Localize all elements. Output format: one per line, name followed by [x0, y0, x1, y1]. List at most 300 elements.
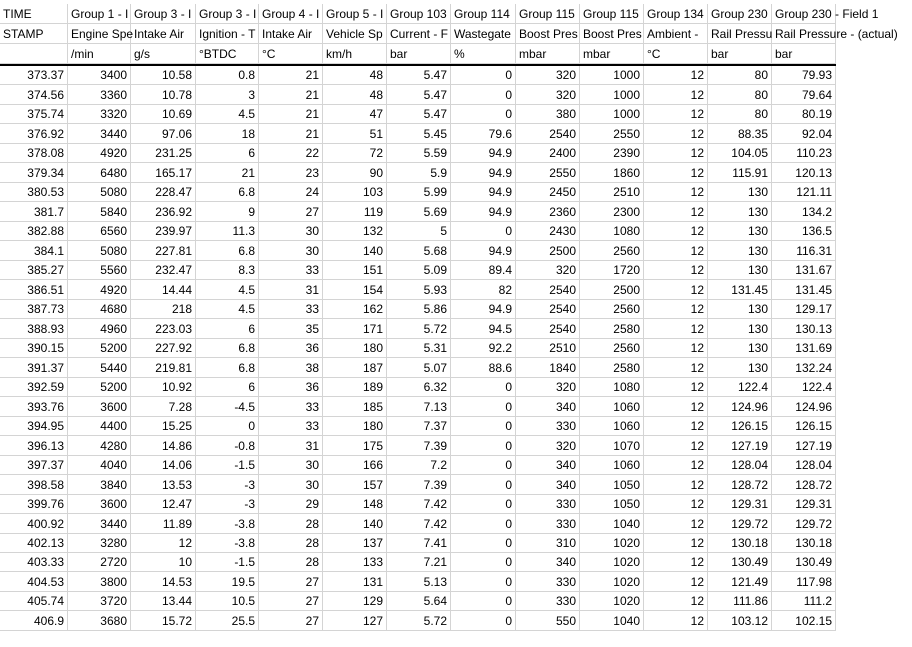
data-cell[interactable]: 12: [644, 66, 708, 85]
data-cell[interactable]: 110.23: [772, 144, 836, 163]
data-cell[interactable]: 21: [259, 85, 323, 105]
data-cell[interactable]: 131.45: [772, 280, 836, 300]
data-cell[interactable]: 380: [516, 105, 580, 124]
header-cell[interactable]: /min: [68, 44, 131, 64]
data-cell[interactable]: 3: [196, 85, 259, 105]
data-cell[interactable]: 0: [451, 66, 516, 85]
data-cell[interactable]: 12: [644, 105, 708, 124]
data-cell[interactable]: 8.3: [196, 261, 259, 280]
data-cell[interactable]: 30: [259, 475, 323, 495]
header-cell[interactable]: Group 5 - I: [323, 4, 387, 24]
data-cell[interactable]: 14.06: [131, 456, 196, 475]
data-cell[interactable]: 0: [451, 85, 516, 105]
header-cell[interactable]: Intake Air: [259, 24, 323, 44]
data-cell[interactable]: 2560: [580, 339, 644, 358]
data-cell[interactable]: 136.5: [772, 222, 836, 241]
data-cell[interactable]: 103.12: [708, 611, 772, 631]
data-cell[interactable]: 2360: [516, 202, 580, 222]
data-cell[interactable]: 0: [451, 534, 516, 553]
data-cell[interactable]: 6: [196, 144, 259, 163]
data-cell[interactable]: 22: [259, 144, 323, 163]
data-cell[interactable]: 398.58: [0, 475, 68, 495]
data-cell[interactable]: 82: [451, 280, 516, 300]
data-cell[interactable]: 1000: [580, 66, 644, 85]
data-cell[interactable]: 29: [259, 495, 323, 514]
data-cell[interactable]: 1040: [580, 514, 644, 534]
data-cell[interactable]: 7.42: [387, 495, 451, 514]
data-cell[interactable]: 72: [323, 144, 387, 163]
data-cell[interactable]: 12: [644, 280, 708, 300]
data-cell[interactable]: 12: [644, 163, 708, 183]
data-cell[interactable]: -0.8: [196, 436, 259, 456]
data-cell[interactable]: 10.5: [196, 592, 259, 611]
header-cell[interactable]: [0, 44, 68, 64]
data-cell[interactable]: 2450: [516, 183, 580, 202]
data-cell[interactable]: 36: [259, 339, 323, 358]
data-cell[interactable]: 5080: [68, 183, 131, 202]
data-cell[interactable]: 7.39: [387, 436, 451, 456]
data-cell[interactable]: 5.45: [387, 124, 451, 144]
data-cell[interactable]: 7.2: [387, 456, 451, 475]
data-cell[interactable]: 180: [323, 339, 387, 358]
data-cell[interactable]: 5.13: [387, 572, 451, 592]
data-cell[interactable]: 129.72: [708, 514, 772, 534]
data-cell[interactable]: 6480: [68, 163, 131, 183]
data-cell[interactable]: 1840: [516, 358, 580, 378]
data-cell[interactable]: 124.96: [772, 397, 836, 417]
data-cell[interactable]: 80: [708, 85, 772, 105]
data-cell[interactable]: 378.08: [0, 144, 68, 163]
data-cell[interactable]: 4680: [68, 300, 131, 319]
data-cell[interactable]: 79.6: [451, 124, 516, 144]
data-cell[interactable]: 131.67: [772, 261, 836, 280]
data-cell[interactable]: 132: [323, 222, 387, 241]
data-cell[interactable]: 131.69: [772, 339, 836, 358]
data-cell[interactable]: 385.27: [0, 261, 68, 280]
data-cell[interactable]: 0: [451, 456, 516, 475]
data-cell[interactable]: 228.47: [131, 183, 196, 202]
data-cell[interactable]: 5.9: [387, 163, 451, 183]
data-cell[interactable]: 126.15: [772, 417, 836, 436]
data-cell[interactable]: 310: [516, 534, 580, 553]
data-cell[interactable]: 97.06: [131, 124, 196, 144]
data-cell[interactable]: -1.5: [196, 553, 259, 572]
data-cell[interactable]: 550: [516, 611, 580, 631]
data-cell[interactable]: 1070: [580, 436, 644, 456]
data-cell[interactable]: 3680: [68, 611, 131, 631]
data-cell[interactable]: 115.91: [708, 163, 772, 183]
data-cell[interactable]: 5.69: [387, 202, 451, 222]
data-cell[interactable]: 0: [451, 378, 516, 397]
data-cell[interactable]: 7.41: [387, 534, 451, 553]
header-cell[interactable]: Group 230: [708, 4, 772, 24]
data-cell[interactable]: 79.64: [772, 85, 836, 105]
data-cell[interactable]: 390.15: [0, 339, 68, 358]
data-cell[interactable]: 3400: [68, 66, 131, 85]
data-cell[interactable]: 94.5: [451, 319, 516, 339]
data-cell[interactable]: 6.8: [196, 183, 259, 202]
data-cell[interactable]: 162: [323, 300, 387, 319]
data-cell[interactable]: 239.97: [131, 222, 196, 241]
data-cell[interactable]: 38: [259, 358, 323, 378]
data-cell[interactable]: 5.68: [387, 241, 451, 261]
data-cell[interactable]: 4920: [68, 144, 131, 163]
data-cell[interactable]: 157: [323, 475, 387, 495]
data-cell[interactable]: 12: [644, 85, 708, 105]
data-cell[interactable]: 128.72: [772, 475, 836, 495]
data-cell[interactable]: 120.13: [772, 163, 836, 183]
data-cell[interactable]: 31: [259, 280, 323, 300]
data-cell[interactable]: 4960: [68, 319, 131, 339]
data-cell[interactable]: 89.4: [451, 261, 516, 280]
data-cell[interactable]: 122.4: [708, 378, 772, 397]
header-cell[interactable]: Group 4 - I: [259, 4, 323, 24]
data-cell[interactable]: 130.49: [772, 553, 836, 572]
data-cell[interactable]: 130: [708, 339, 772, 358]
data-cell[interactable]: 12: [644, 241, 708, 261]
data-cell[interactable]: 1000: [580, 105, 644, 124]
data-cell[interactable]: 12: [644, 534, 708, 553]
data-cell[interactable]: 122.4: [772, 378, 836, 397]
data-cell[interactable]: 130.18: [708, 534, 772, 553]
data-cell[interactable]: 1050: [580, 475, 644, 495]
data-cell[interactable]: 11.3: [196, 222, 259, 241]
data-cell[interactable]: 48: [323, 66, 387, 85]
data-cell[interactable]: 2390: [580, 144, 644, 163]
data-cell[interactable]: 121.49: [708, 572, 772, 592]
data-cell[interactable]: 128.04: [708, 456, 772, 475]
data-cell[interactable]: 2580: [580, 319, 644, 339]
data-cell[interactable]: 33: [259, 300, 323, 319]
data-cell[interactable]: 1080: [580, 222, 644, 241]
header-cell[interactable]: Current - F: [387, 24, 451, 44]
data-cell[interactable]: 12: [644, 592, 708, 611]
data-cell[interactable]: 130: [708, 183, 772, 202]
data-cell[interactable]: 94.9: [451, 202, 516, 222]
data-cell[interactable]: 393.76: [0, 397, 68, 417]
data-cell[interactable]: 28: [259, 514, 323, 534]
data-cell[interactable]: 47: [323, 105, 387, 124]
data-cell[interactable]: 386.51: [0, 280, 68, 300]
data-cell[interactable]: 12: [644, 300, 708, 319]
data-cell[interactable]: 7.13: [387, 397, 451, 417]
data-cell[interactable]: 12: [644, 144, 708, 163]
header-cell[interactable]: Group 1 - I: [68, 4, 131, 24]
header-cell[interactable]: Engine Spe: [68, 24, 131, 44]
data-cell[interactable]: 0.8: [196, 66, 259, 85]
data-cell[interactable]: 21: [259, 66, 323, 85]
data-cell[interactable]: 15.72: [131, 611, 196, 631]
data-cell[interactable]: 15.25: [131, 417, 196, 436]
data-cell[interactable]: 2540: [516, 280, 580, 300]
data-cell[interactable]: 330: [516, 514, 580, 534]
data-cell[interactable]: 111.2: [772, 592, 836, 611]
data-cell[interactable]: 48: [323, 85, 387, 105]
data-cell[interactable]: 140: [323, 241, 387, 261]
data-cell[interactable]: 12: [644, 183, 708, 202]
data-cell[interactable]: 166: [323, 456, 387, 475]
data-cell[interactable]: 0: [451, 222, 516, 241]
data-cell[interactable]: 80: [708, 66, 772, 85]
header-cell[interactable]: Group 115: [580, 4, 644, 24]
data-cell[interactable]: 187: [323, 358, 387, 378]
data-cell[interactable]: 5.47: [387, 66, 451, 85]
data-cell[interactable]: 30: [259, 456, 323, 475]
data-cell[interactable]: 6560: [68, 222, 131, 241]
header-cell[interactable]: °C: [644, 44, 708, 64]
data-cell[interactable]: 320: [516, 66, 580, 85]
data-cell[interactable]: 12: [644, 611, 708, 631]
data-cell[interactable]: 231.25: [131, 144, 196, 163]
data-cell[interactable]: 103: [323, 183, 387, 202]
data-cell[interactable]: 27: [259, 611, 323, 631]
data-cell[interactable]: 175: [323, 436, 387, 456]
data-cell[interactable]: 1000: [580, 85, 644, 105]
data-cell[interactable]: 4920: [68, 280, 131, 300]
data-cell[interactable]: 7.39: [387, 475, 451, 495]
data-cell[interactable]: 404.53: [0, 572, 68, 592]
header-cell[interactable]: mbar: [516, 44, 580, 64]
data-cell[interactable]: 10.92: [131, 378, 196, 397]
data-cell[interactable]: 129.31: [772, 495, 836, 514]
data-cell[interactable]: 5.86: [387, 300, 451, 319]
data-cell[interactable]: 11.89: [131, 514, 196, 534]
data-cell[interactable]: 0: [451, 572, 516, 592]
data-cell[interactable]: 0: [451, 397, 516, 417]
data-cell[interactable]: 88.35: [708, 124, 772, 144]
data-cell[interactable]: 10: [131, 553, 196, 572]
data-cell[interactable]: 79.93: [772, 66, 836, 85]
header-cell[interactable]: Rail Pressu: [708, 24, 772, 44]
data-cell[interactable]: 4400: [68, 417, 131, 436]
data-cell[interactable]: 6: [196, 319, 259, 339]
data-cell[interactable]: 4.5: [196, 300, 259, 319]
data-cell[interactable]: 340: [516, 553, 580, 572]
data-cell[interactable]: 381.7: [0, 202, 68, 222]
data-cell[interactable]: 1860: [580, 163, 644, 183]
data-cell[interactable]: 28: [259, 534, 323, 553]
data-cell[interactable]: 180: [323, 417, 387, 436]
data-cell[interactable]: 12: [644, 397, 708, 417]
data-cell[interactable]: 12.47: [131, 495, 196, 514]
data-cell[interactable]: 340: [516, 397, 580, 417]
data-cell[interactable]: 3800: [68, 572, 131, 592]
data-cell[interactable]: 12: [644, 553, 708, 572]
data-cell[interactable]: 2500: [580, 280, 644, 300]
data-cell[interactable]: 340: [516, 456, 580, 475]
data-cell[interactable]: 1040: [580, 611, 644, 631]
header-cell[interactable]: Group 114: [451, 4, 516, 24]
data-cell[interactable]: 0: [451, 436, 516, 456]
data-cell[interactable]: 14.86: [131, 436, 196, 456]
data-cell[interactable]: 94.9: [451, 183, 516, 202]
data-cell[interactable]: 396.13: [0, 436, 68, 456]
data-cell[interactable]: 0: [196, 417, 259, 436]
data-cell[interactable]: 5560: [68, 261, 131, 280]
data-cell[interactable]: 7.21: [387, 553, 451, 572]
data-cell[interactable]: 5.59: [387, 144, 451, 163]
data-cell[interactable]: 402.13: [0, 534, 68, 553]
data-cell[interactable]: 14.53: [131, 572, 196, 592]
data-cell[interactable]: 5.93: [387, 280, 451, 300]
data-cell[interactable]: 7.28: [131, 397, 196, 417]
data-cell[interactable]: 7.42: [387, 514, 451, 534]
data-cell[interactable]: 1020: [580, 553, 644, 572]
data-cell[interactable]: 131.45: [708, 280, 772, 300]
data-cell[interactable]: 320: [516, 261, 580, 280]
data-cell[interactable]: 129.72: [772, 514, 836, 534]
data-cell[interactable]: 2510: [516, 339, 580, 358]
data-cell[interactable]: 127.19: [772, 436, 836, 456]
data-cell[interactable]: 130.13: [772, 319, 836, 339]
header-cell[interactable]: Vehicle Sp: [323, 24, 387, 44]
data-cell[interactable]: 320: [516, 378, 580, 397]
data-cell[interactable]: 23: [259, 163, 323, 183]
data-cell[interactable]: 374.56: [0, 85, 68, 105]
data-cell[interactable]: 21: [259, 124, 323, 144]
data-cell[interactable]: 3720: [68, 592, 131, 611]
data-cell[interactable]: 127: [323, 611, 387, 631]
data-cell[interactable]: 6.8: [196, 241, 259, 261]
data-cell[interactable]: 227.81: [131, 241, 196, 261]
data-cell[interactable]: 0: [451, 611, 516, 631]
data-cell[interactable]: 80.19: [772, 105, 836, 124]
data-cell[interactable]: 384.1: [0, 241, 68, 261]
data-cell[interactable]: 403.33: [0, 553, 68, 572]
data-cell[interactable]: 3440: [68, 124, 131, 144]
data-cell[interactable]: 12: [644, 378, 708, 397]
header-cell[interactable]: g/s: [131, 44, 196, 64]
data-cell[interactable]: 126.15: [708, 417, 772, 436]
data-cell[interactable]: 2300: [580, 202, 644, 222]
data-cell[interactable]: 406.9: [0, 611, 68, 631]
data-cell[interactable]: 14.44: [131, 280, 196, 300]
data-cell[interactable]: 189: [323, 378, 387, 397]
data-cell[interactable]: 30: [259, 241, 323, 261]
data-cell[interactable]: 13.44: [131, 592, 196, 611]
data-cell[interactable]: 375.74: [0, 105, 68, 124]
data-cell[interactable]: 2500: [516, 241, 580, 261]
data-cell[interactable]: 330: [516, 572, 580, 592]
data-cell[interactable]: 130: [708, 358, 772, 378]
data-cell[interactable]: 12: [644, 514, 708, 534]
data-cell[interactable]: 21: [259, 105, 323, 124]
data-cell[interactable]: 51: [323, 124, 387, 144]
data-cell[interactable]: 27: [259, 202, 323, 222]
data-cell[interactable]: 94.9: [451, 163, 516, 183]
data-cell[interactable]: 2540: [516, 124, 580, 144]
data-cell[interactable]: 116.31: [772, 241, 836, 261]
data-cell[interactable]: 130: [708, 241, 772, 261]
data-cell[interactable]: 94.9: [451, 300, 516, 319]
data-cell[interactable]: 30: [259, 222, 323, 241]
data-cell[interactable]: -3.8: [196, 514, 259, 534]
data-cell[interactable]: 2720: [68, 553, 131, 572]
data-cell[interactable]: 1050: [580, 495, 644, 514]
header-cell[interactable]: Group 3 - I: [196, 4, 259, 24]
data-cell[interactable]: 121.11: [772, 183, 836, 202]
data-cell[interactable]: 12: [644, 495, 708, 514]
data-cell[interactable]: 320: [516, 85, 580, 105]
data-cell[interactable]: 27: [259, 572, 323, 592]
data-cell[interactable]: 7.37: [387, 417, 451, 436]
header-cell[interactable]: Ignition - T: [196, 24, 259, 44]
header-cell[interactable]: Group 103: [387, 4, 451, 24]
data-cell[interactable]: 0: [451, 553, 516, 572]
data-cell[interactable]: 12: [644, 339, 708, 358]
data-cell[interactable]: 391.37: [0, 358, 68, 378]
data-cell[interactable]: 10.58: [131, 66, 196, 85]
data-cell[interactable]: 320: [516, 436, 580, 456]
data-cell[interactable]: 400.92: [0, 514, 68, 534]
header-cell[interactable]: Boost Pres: [580, 24, 644, 44]
data-cell[interactable]: 36: [259, 378, 323, 397]
header-cell[interactable]: °BTDC: [196, 44, 259, 64]
data-cell[interactable]: 0: [451, 105, 516, 124]
data-cell[interactable]: 5200: [68, 378, 131, 397]
data-cell[interactable]: 33: [259, 417, 323, 436]
data-cell[interactable]: 134.2: [772, 202, 836, 222]
data-cell[interactable]: 340: [516, 475, 580, 495]
data-cell[interactable]: 33: [259, 397, 323, 417]
data-cell[interactable]: 399.76: [0, 495, 68, 514]
data-cell[interactable]: 31: [259, 436, 323, 456]
data-cell[interactable]: 12: [644, 456, 708, 475]
data-cell[interactable]: 379.34: [0, 163, 68, 183]
header-cell[interactable]: Wastegate: [451, 24, 516, 44]
data-cell[interactable]: 5.31: [387, 339, 451, 358]
data-cell[interactable]: 6.32: [387, 378, 451, 397]
header-cell[interactable]: km/h: [323, 44, 387, 64]
data-cell[interactable]: -3: [196, 475, 259, 495]
data-cell[interactable]: 5.07: [387, 358, 451, 378]
data-cell[interactable]: 5: [387, 222, 451, 241]
data-cell[interactable]: 127.19: [708, 436, 772, 456]
data-cell[interactable]: 133: [323, 553, 387, 572]
data-cell[interactable]: 130: [708, 300, 772, 319]
data-cell[interactable]: 12: [644, 572, 708, 592]
data-cell[interactable]: 1060: [580, 456, 644, 475]
data-cell[interactable]: 12: [644, 475, 708, 495]
data-cell[interactable]: 380.53: [0, 183, 68, 202]
header-cell[interactable]: Rail Pressure - (actual): [772, 24, 836, 44]
data-cell[interactable]: 12: [644, 222, 708, 241]
data-cell[interactable]: 6.8: [196, 358, 259, 378]
header-cell[interactable]: %: [451, 44, 516, 64]
data-cell[interactable]: 129.31: [708, 495, 772, 514]
data-cell[interactable]: 117.98: [772, 572, 836, 592]
header-cell[interactable]: STAMP: [0, 24, 68, 44]
data-cell[interactable]: 12: [644, 319, 708, 339]
data-cell[interactable]: 12: [644, 261, 708, 280]
data-cell[interactable]: 2510: [580, 183, 644, 202]
data-cell[interactable]: 4.5: [196, 105, 259, 124]
data-cell[interactable]: 129: [323, 592, 387, 611]
data-cell[interactable]: 387.73: [0, 300, 68, 319]
data-cell[interactable]: 10.78: [131, 85, 196, 105]
header-cell[interactable]: Boost Pres: [516, 24, 580, 44]
data-cell[interactable]: 19.5: [196, 572, 259, 592]
data-cell[interactable]: 3600: [68, 495, 131, 514]
data-cell[interactable]: 5.72: [387, 611, 451, 631]
data-cell[interactable]: 5840: [68, 202, 131, 222]
data-cell[interactable]: 2400: [516, 144, 580, 163]
data-cell[interactable]: -4.5: [196, 397, 259, 417]
data-cell[interactable]: 35: [259, 319, 323, 339]
header-cell[interactable]: mbar: [580, 44, 644, 64]
data-cell[interactable]: 13.53: [131, 475, 196, 495]
data-cell[interactable]: 5.72: [387, 319, 451, 339]
